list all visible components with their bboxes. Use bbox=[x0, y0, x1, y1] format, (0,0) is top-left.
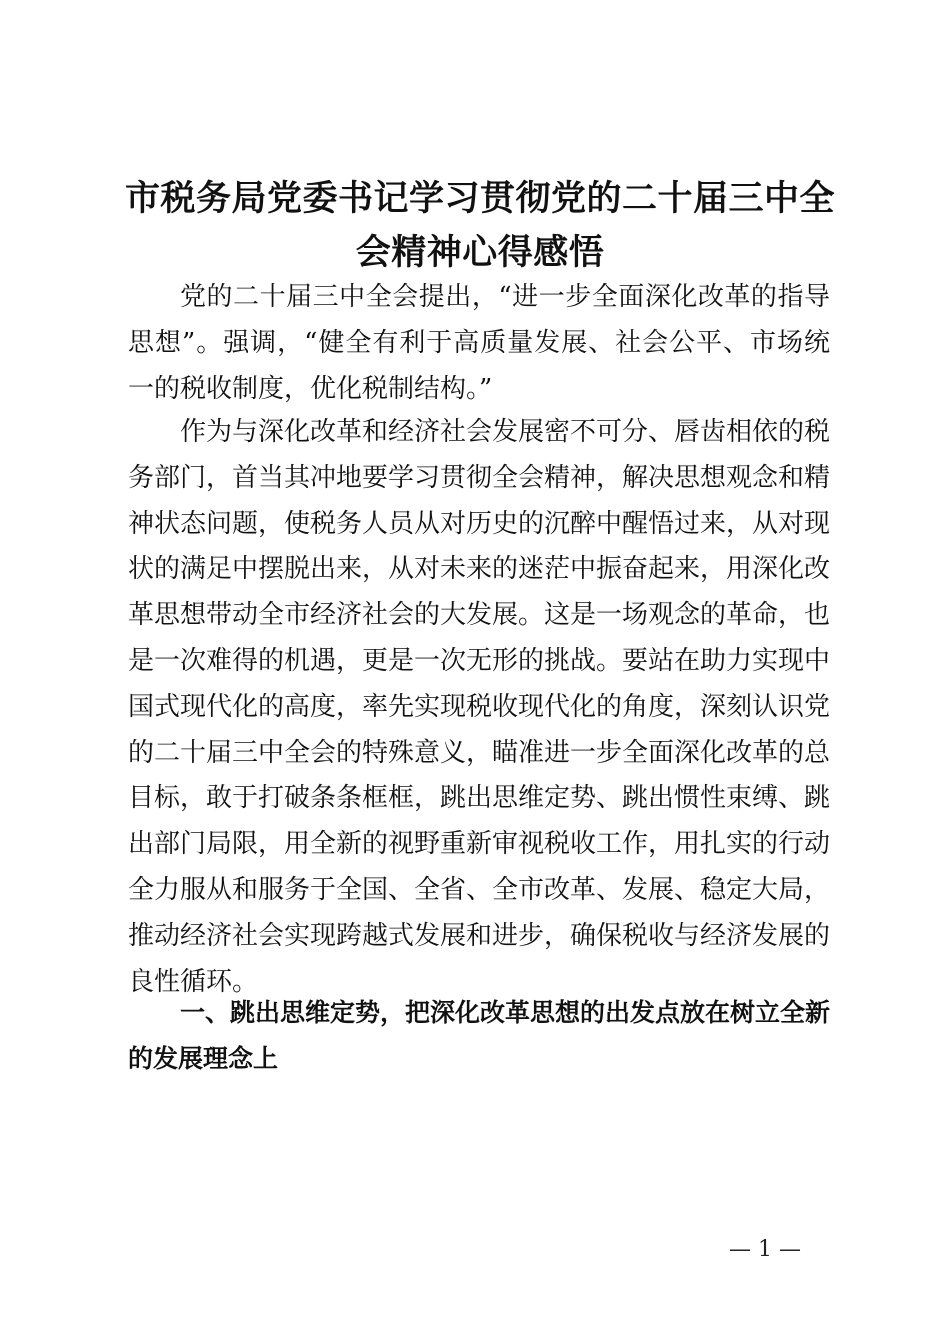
paragraph-body: 作为与深化改革和经济社会发展密不可分、唇齿相依的税务部门，首当其冲地要学习贯彻全会精神，解决思想观念和精神状态问题，使税务人员从对历史的沉醉中醒悟过来，从对现状的满足中摆脱出来，从对未来的迷茫中振奋起来，用深化改革思想带动全市经济社会的大发展。这是一场观念的革命，也是一次难得的机遇，更是一次无形的挑战。要站在助力实现中国式现代化的高度，率先实现税收现代化的角度，深刻认识党的二十届三中全会的特殊意义，瞄准进一步全面深化改革的总目标，敢于打破条条框框，跳出思维定势、跳出惯性束缚、跳出部门局限，用全新的视野重新审视税收工作，用扎实的行动全力服从和服务于全国、全省、全市改革、发展、稳定大局，推动经济社会实现跨越式发展和进步，确保税收与经济发展的良性循环。 bbox=[128, 417, 831, 997]
paragraph-intro: 党的二十届三中全会提出，“进一步全面深化改革的指导思想”。强调，“健全有利于高质量发展、社会公平、市场统一的税收制度，优化税制结构。” bbox=[128, 282, 830, 404]
document-title: 市税务局党委书记学习贯彻党的二十届三中全会精神心得感悟 bbox=[124, 178, 835, 273]
section-heading: 一、跳出思维定势，把深化改革思想的出发点放在树立全新的发展理念上 bbox=[128, 998, 831, 1073]
page-number: — 1 — bbox=[729, 1237, 801, 1262]
